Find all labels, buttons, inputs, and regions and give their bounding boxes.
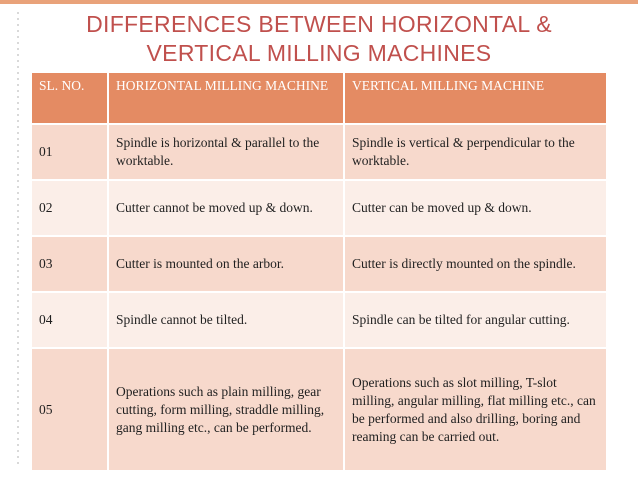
cell-vertical: Spindle can be tilted for angular cutting.	[344, 292, 606, 348]
cell-horizontal: Cutter is mounted on the arbor.	[108, 236, 344, 292]
title-line-2: VERTICAL MILLING MACHINES	[146, 40, 492, 66]
table-row	[32, 236, 606, 292]
cell-horizontal: Cutter cannot be moved up & down.	[108, 180, 344, 236]
top-accent-rule	[0, 0, 638, 4]
title-line-1: DIFFERENCES BETWEEN HORIZONTAL &	[86, 11, 552, 37]
cell-sl-no: 01	[32, 124, 108, 180]
cell-horizontal: Spindle cannot be tilted.	[108, 292, 344, 348]
cell-vertical: Spindle is vertical & perpendicular to the worktable.	[344, 124, 606, 180]
comparison-table	[32, 73, 606, 472]
left-dashed-rule	[17, 12, 19, 468]
header-vertical: VERTICAL MILLING MACHINE	[344, 73, 606, 124]
cell-sl-no: 04	[32, 292, 108, 348]
cell-sl-no: 05	[32, 348, 108, 471]
cell-horizontal: Spindle is horizontal & parallel to the worktable.	[108, 124, 344, 180]
table-row	[32, 180, 606, 236]
header-row	[32, 73, 606, 124]
slide-title	[0, 10, 638, 68]
cell-sl-no: 03	[32, 236, 108, 292]
table-row	[32, 124, 606, 180]
cell-horizontal: Operations such as plain milling, gear cutting, form milling, straddle milling, gang milling etc., can be performed.	[108, 348, 344, 471]
header-horizontal: HORIZONTAL MILLING MACHINE	[108, 73, 344, 124]
table-row	[32, 292, 606, 348]
cell-sl-no: 02	[32, 180, 108, 236]
table-row	[32, 348, 606, 471]
header-sl-no: SL. NO.	[32, 73, 108, 124]
cell-vertical: Cutter is directly mounted on the spindle.	[344, 236, 606, 292]
cell-vertical: Cutter can be moved up & down.	[344, 180, 606, 236]
cell-vertical: Operations such as slot milling, T-slot milling, angular milling, flat milling etc., can be performed and also drilling, boring and reaming can be carried out.	[344, 348, 606, 471]
